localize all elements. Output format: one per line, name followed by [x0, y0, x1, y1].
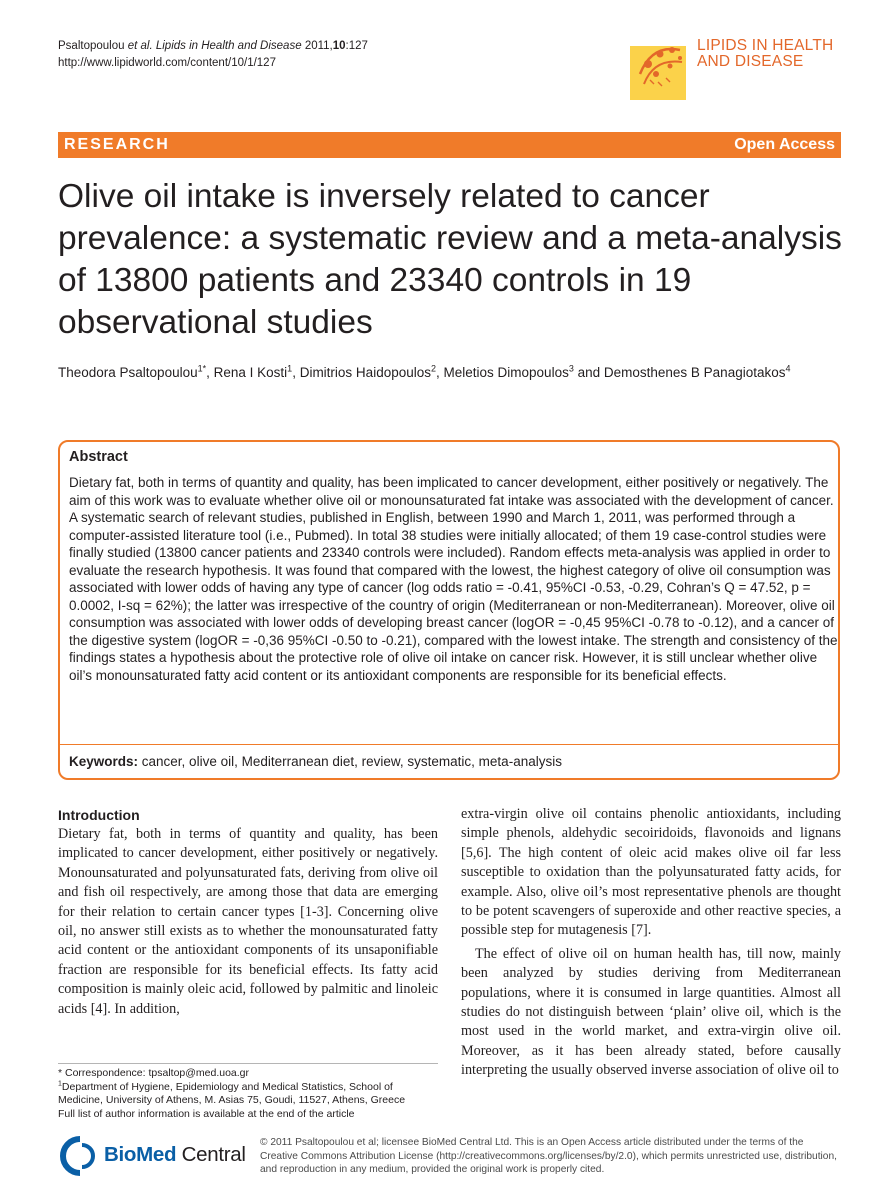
citation-year: 2011,	[304, 40, 333, 52]
citation-page: :127	[345, 40, 368, 52]
body-column-right	[461, 805, 841, 1081]
abstract-divider	[60, 744, 838, 745]
citation-journal: Lipids in Health and Disease	[155, 40, 302, 52]
journal-logo-line1: LIPIDS IN HEALTH	[697, 37, 834, 54]
affiliation	[58, 1081, 438, 1108]
brand-rest: Central	[176, 1143, 246, 1166]
journal-logo-line2: AND DISEASE	[697, 53, 804, 70]
footnotes	[58, 1067, 438, 1121]
author-affil: 2	[431, 363, 437, 374]
paragraph: Dietary fat, both in terms of quantity and quality, has been implicated to cancer development, either positively or negatively. Monounsaturated and polyunsaturated fats, deriving from olive oil and fish oil respectively, are among those that data are emerging for their relation to certain cancer types [1-3]. Concerning olive oil, no answer still exists as to whether the monounsaturated fatty acid content or the antioxidant components of its unsaponifiable fraction are responsible for its beneficial effects. Its fatty acid composition is mainly oleic acid, followed by palmitic and linoleic acids [4]. In addition,	[58, 826, 438, 1017]
citation-header	[58, 38, 368, 72]
citation-etal: et al.	[127, 40, 153, 52]
article-type-label: RESEARCH	[64, 136, 170, 153]
author-name: , Rena I Kosti	[206, 365, 288, 380]
keywords-list: cancer, olive oil, Mediterranean diet, review, systematic, meta-analysis	[138, 754, 562, 769]
journal-logo-text	[697, 38, 833, 70]
footnote-divider	[58, 1063, 438, 1064]
author-affil: 4	[785, 363, 791, 374]
article-type-bar	[58, 132, 841, 158]
introduction-heading: Introduction	[58, 807, 140, 823]
author-name: , Dimitrios Haidopoulos	[292, 365, 431, 380]
correspondence: * Correspondence: tpsaltop@med.uoa.gr	[58, 1067, 250, 1079]
author-list	[58, 362, 848, 384]
biomed-central-wordmark	[104, 1143, 246, 1167]
full-list-note: Full list of author information is available at the end of the article	[58, 1107, 355, 1120]
brand-bold: BioMed	[104, 1143, 177, 1166]
author-affil: 3	[568, 363, 574, 374]
citation-author: Psaltopoulou	[58, 40, 125, 52]
author-affil: 1*	[197, 363, 207, 374]
abstract-heading: Abstract	[69, 449, 128, 465]
open-access-label: Open Access	[734, 136, 835, 153]
citation-volume: 10	[332, 40, 346, 52]
affiliation-text: Department of Hygiene, Epidemiology and Medical Statistics, School of Medicine, University of Athens, M. Asias 75, Goudi, 11527, Athens, Greece	[58, 1080, 406, 1106]
author-name: , Meletios Dimopoulos	[436, 365, 569, 380]
copyright-notice: © 2011 Psaltopoulou et al; licensee BioMed Central Ltd. This is an Open Access article distributed under the terms of the Creative Commons Attribution License (http://creativecommons.org/licenses/by/2.0), which permits unrestricted use, distribution, and reproduction in any medium, provided the original work is properly cited.	[260, 1137, 837, 1175]
article-title: Olive oil intake is inversely related to cancer prevalence: a systematic review and a meta-analysis of 13800 patients and 23340 controls in 19 observational studies	[58, 178, 842, 341]
keywords	[69, 753, 829, 770]
author-name: and Demosthenes B Panagiotakos	[573, 365, 786, 380]
author-name: Theodora Psaltopoulou	[58, 365, 198, 380]
article-url[interactable]: http://www.lipidworld.com/content/10/1/127	[58, 57, 276, 69]
paragraph: The effect of olive oil on human health has, till now, mainly been analyzed by studies deriving from Mediterranean populations, where it is consumed in large quantities. Almost all studies do not distinguish between ‘plain’ olive oil, which is the most used in the world market, and extra-virgin olive oil. Moreover, as it has been already stated, before causally interpreting the usually observed inverse association of olive oil to	[461, 945, 841, 1079]
author-affil: 1	[287, 363, 293, 374]
keywords-label: Keywords:	[69, 754, 139, 769]
paragraph: extra-virgin olive oil contains phenolic antioxidants, including simple phenols, aldehydic secoiridoids, flavonoids and lignans [5,6]. The high content of oleic acid makes olive oil far less susceptible to oxidation than the polyunsaturated fatty acids, for example. Also, olive oil’s most representative phenols are thought to be potent scavengers of superoxide and other reactive species, a possible step for mutagenesis [7].	[461, 806, 841, 939]
affiliation-number: 1	[58, 1080, 62, 1087]
abstract-body: Dietary fat, both in terms of quantity and quality, has been implicated to cancer development, either positively or negatively. The aim of this work was to evaluate whether olive oil or monounsaturated fat intake was associated with the development of cancer. A systematic search of relevant studies, published in English, between 1990 and March 1, 2011, was performed through a computer-assisted literature tool (i.e., Pubmed). In total 38 studies were initially allocated; of them 19 case-control studies were finally studied (13800 cancer patients and 23340 controls were included). Random effects meta-analysis was applied in order to evaluate the research hypothesis. It was found that compared with the lowest, the highest category of olive oil consumption was associated with lower odds of having any type of cancer (log odds ratio = -0.41, 95%CI -0.53, -0.29, Cohran’s Q = 47.52, p = 0.0002, I-sq = 62%); the latter was irrespective of the country of origin (Mediterranean or non-Mediterranean). Moreover, olive oil consumption was associated with lower odds of developing breast cancer (logOR = -0,45 95%CI -0.78 to -0.12), and a cancer of the digestive system (logOR = -0,36 95%CI -0.50 to -0.21), compared with the lowest intake. The strength and consistency of the findings states a hypothesis about the protective role of olive oil intake on cancer risk. However, it is still unclear whether olive oil’s monounsaturated fatty acid content or its antioxidant components are responsible for its beneficial effects.	[69, 475, 838, 683]
body-column-left	[58, 825, 438, 1019]
